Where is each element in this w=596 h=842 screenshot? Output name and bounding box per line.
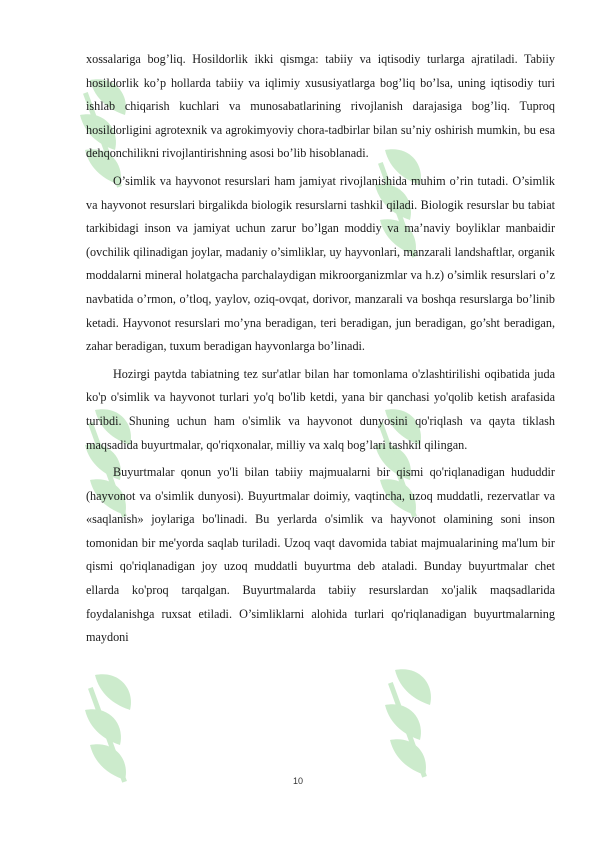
paragraph-2: O’simlik va hayvonot resurslari ham jamiyat rivojlanishida muhim o’rin tutadi. O’simlik va hayvonot resurslari birgalikda biologik resurslarni tashkil qiladi. Biologik resurslar bu tabiat tarkibidagi inson va jamiyat uchun zarur bo’lgan moddiy va ma’naviy boyliklar manbaidir (ovchilik qilinadigan joylar, madaniy o’simliklar, uy hayvonlari, manzarali landshaftlar, organik moddalarni mineral holatgacha parchalaydigan mikroorganizmlar va h.z) o’simlik resurslari o’z navbatida o’rmon, o’tloq, yaylov, oziq-ovqat, dorivor, manzarali va boshqa resurslarga bo’linib ketadi. Hayvonot resurslari mo’yna beradigan, teri beradigan, jun beradigan, go’sht beradigan, zahar beradigan, tuxum beradigan hayvonlarga bo’linadi. <box>86 173 555 354</box>
paragraph-1: xossalariga bog’liq. Hosildorlik ikki qismga: tabiiy va iqtisodiy turlarga ajratiladi. Tabiiy hosildorlik ko’p hollarda tabiiy va iqlimiy xususiyatlarga bog’liq bo’lsa, uning iqtisodiy turi ishlab chiqarish kuchlari va munosabatlarining rivojlanish darajasiga bog’liq. Tuproq hosildorligini agrotexnik va agrokimyoviy chora-tadbirlar bilan su’niy oshirish mumkin, bu esa dehqonchilikni rivojlantirishning asosi bo’lib hisoblanadi. <box>86 52 555 161</box>
paragraph-3: Hozirgi paytda tabiatning tez sur'atlar bilan har tomonlama o'zlashtirilishi oqibatida juda ko'p o'simlik va hayvonot turlari yo'q bo'lib ketdi, yana bir qanchasi yo'qolib ketish arafasida turibdi. Shuning uchun ham o'simlik va hayvonot dunyosini qo'riqlash va qayta tiklash maqsadida buyurtmalar, qo'riqxonalar, milliy va xalq bog’lari tashkil qilingan. <box>86 366 555 452</box>
leaf-logo-icon <box>375 660 445 790</box>
page-number: 10 <box>292 776 303 786</box>
paragraph-4: Buyurtmalar qonun yo'li bilan tabiiy majmualarni bir qismi qo'riqlanadigan hududdir (hayvonot va o'simlik dunyosi). Buyurtmalar doimiy, vaqtincha, uzoq muddatli, rezervatlar va «saqlanish» joylariga bo'linadi. Bu yerlarda o'simlik va hayvonot olamining soni inson tomonidan bir me'yorda saqlab turiladi. Uzoq vaqt davomida tabiat majmualarining ma'lum bir qismi qo'riqlanadigan joy uzoq muddatli buyurtma deb ataladi. Bunday buyurtmalar chet ellarda ko'proq tarqalgan. Buyurtmalarda tabiiy resurslardan xo'jalik maqsadlarida foydalanishga ruxsat etiladi. O’simliklarni alohida turlari qo'riqlanadigan buyurtmalarning maydoni <box>86 465 555 645</box>
document-body <box>86 48 555 650</box>
